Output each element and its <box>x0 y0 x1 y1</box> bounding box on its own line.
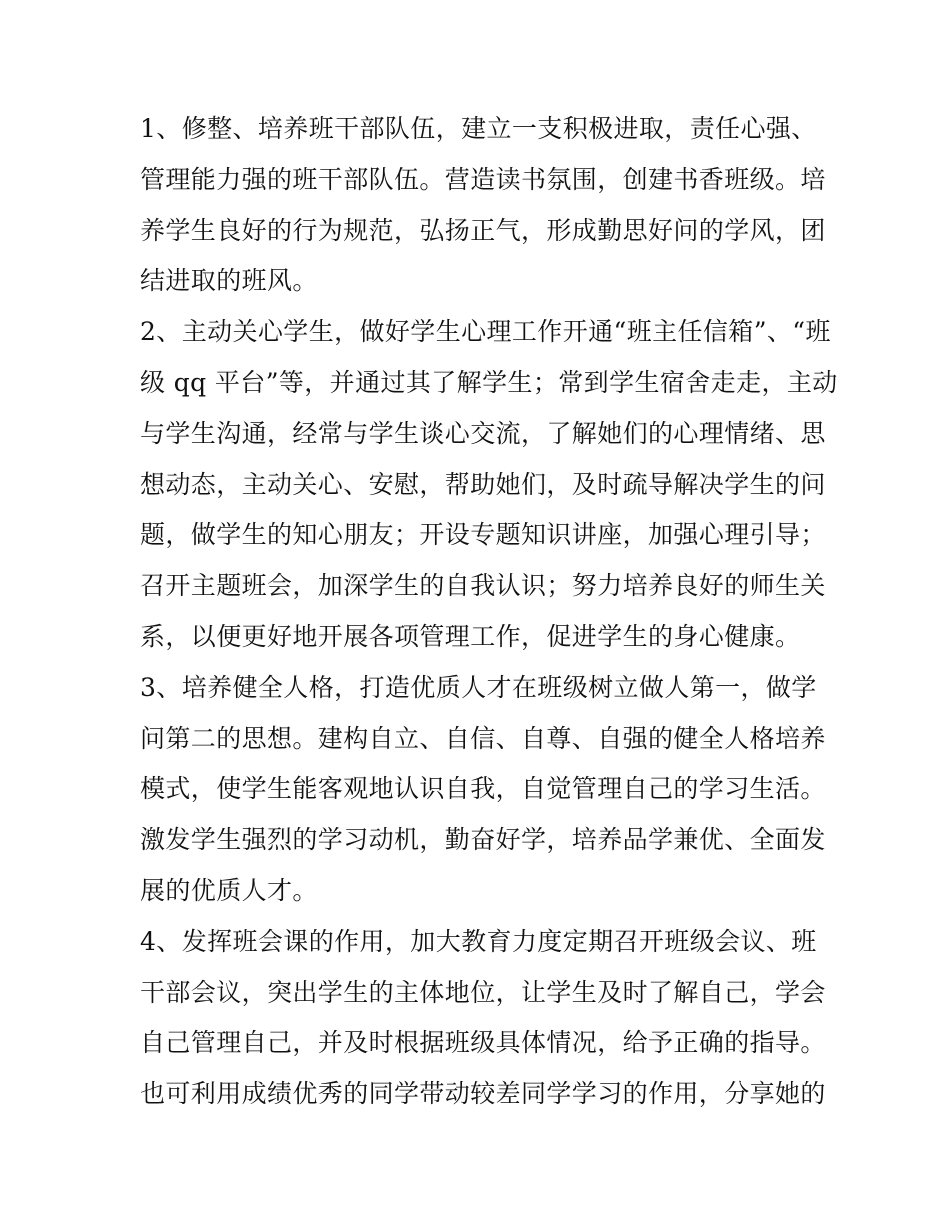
text-line: 级 qq 平台”等，并通过其了解学生；常到学生宿舍走走，主动 <box>140 367 838 397</box>
text-line: 管理能力强的班干部队伍。营造读书氛围，创建书香班级。培 <box>140 164 826 194</box>
text-line: 4、发挥班会课的作用，加大教育力度定期召开班级会议、班 <box>140 926 817 956</box>
text-line: 自己管理自己，并及时根据班级具体情况，给予正确的指导。 <box>140 1028 826 1058</box>
document-body <box>140 104 838 1120</box>
text-line: 2、主动关心学生，做好学生心理工作开通“班主任信箱”、“班 <box>140 317 831 347</box>
text-line: 激发学生强烈的学习动机，勤奋好学，培养品学兼优、全面发 <box>140 825 826 855</box>
text-line: 3、培养健全人格，打造优质人才在班级树立做人第一，做学 <box>140 672 817 702</box>
text-line: 也可利用成绩优秀的同学带动较差同学学习的作用，分享她的 <box>140 1079 826 1109</box>
text-line: 问第二的思想。建构自立、自信、自尊、自强的健全人格培养 <box>140 723 826 753</box>
text-line: 结进取的班风。 <box>140 266 318 296</box>
text-line: 想动态，主动关心、安慰，帮助她们，及时疏导解决学生的问 <box>140 469 826 499</box>
text-line: 干部会议，突出学生的主体地位，让学生及时了解自己，学会 <box>140 977 826 1007</box>
text-line: 养学生良好的行为规范，弘扬正气，形成勤思好问的学风，团 <box>140 215 826 245</box>
text-line: 召开主题班会，加深学生的自我认识；努力培养良好的师生关 <box>140 571 826 601</box>
text-line: 系，以便更好地开展各项管理工作，促进学生的身心健康。 <box>140 621 801 651</box>
text-line: 题，做学生的知心朋友；开设专题知识讲座，加强心理引导； <box>140 520 826 550</box>
text-line: 展的优质人才。 <box>140 875 318 905</box>
text-line: 1、修整、培养班干部队伍，建立一支积极进取，责任心强、 <box>140 114 817 143</box>
text-line: 模式，使学生能客观地认识自我，自觉管理自己的学习生活。 <box>140 774 826 804</box>
text-line: 与学生沟通，经常与学生谈心交流，了解她们的心理情绪、思 <box>140 418 826 448</box>
